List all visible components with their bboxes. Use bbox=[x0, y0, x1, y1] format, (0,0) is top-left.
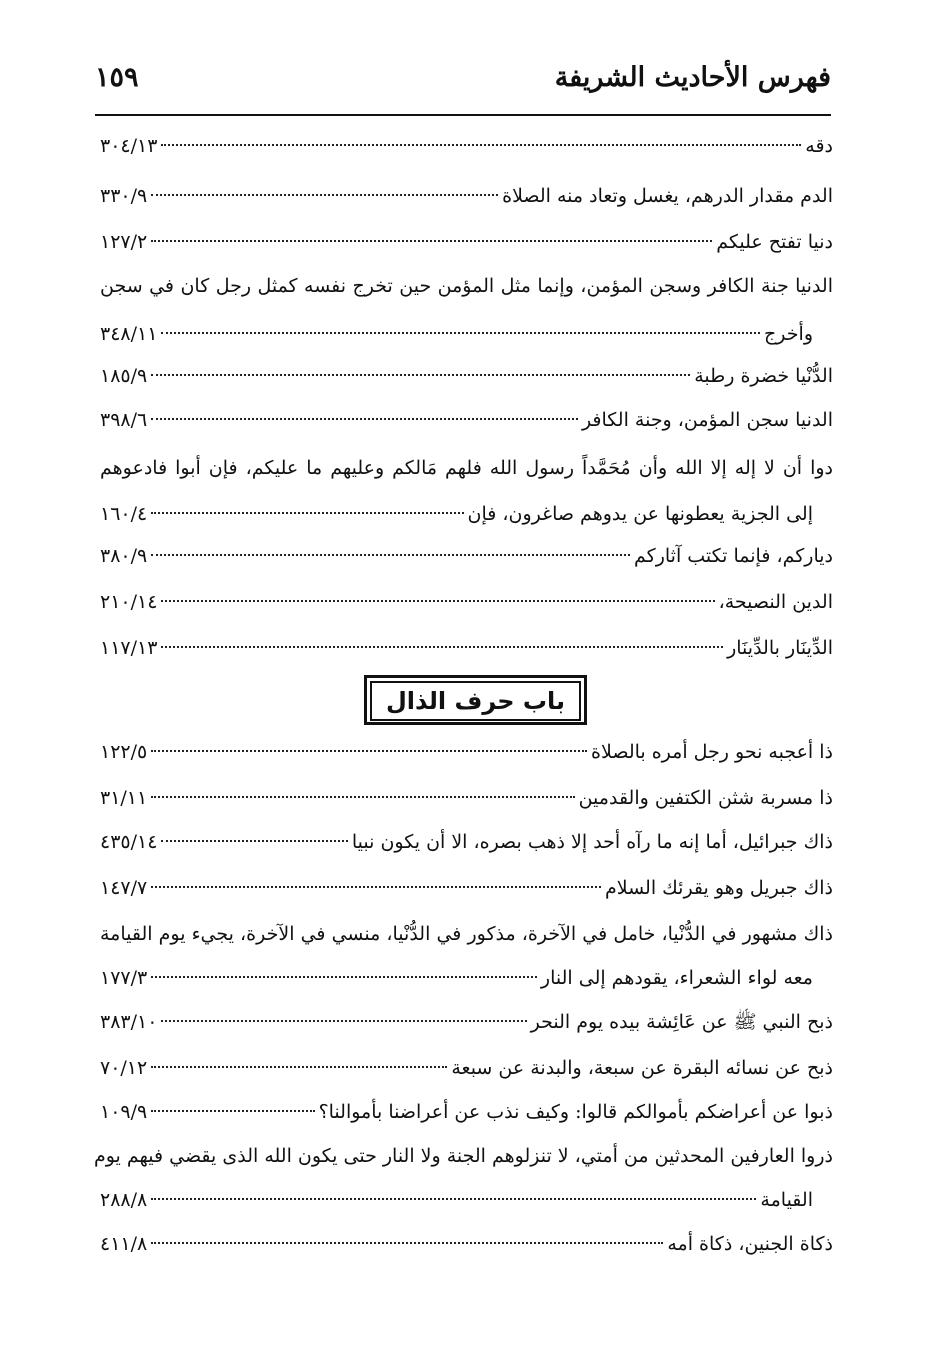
index-entry bbox=[100, 178, 833, 214]
index-entry bbox=[100, 1094, 833, 1130]
entry-reference: ٣٨٣/١٠ bbox=[100, 1011, 158, 1033]
entry-text-line: الدنيا جنة الكافر وسجن المؤمن، وإنما مثل المؤمن حين تخرج نفسه كمثل رجل كان في سجن bbox=[100, 275, 833, 297]
entry-text: الدم مقدار الدرهم، يغسل وتعاد منه الصلاة bbox=[502, 185, 833, 207]
entry-reference: ١٢٢/٥ bbox=[100, 741, 148, 763]
dot-leader bbox=[151, 976, 537, 978]
entry-text-line: ذروا العارفين المحدثين من أمتي، لا تنزلوهم الجنة ولا النار حتى يكون الله الذى يقضي فيهم يوم bbox=[93, 1145, 833, 1167]
section-heading-frame bbox=[364, 675, 587, 725]
index-entry bbox=[100, 584, 833, 620]
dot-leader bbox=[151, 886, 601, 888]
header-divider bbox=[95, 114, 831, 116]
index-entry bbox=[100, 1004, 833, 1040]
entry-text: ذا مسربة شثن الكتفين والقدمين bbox=[578, 787, 833, 809]
index-entry bbox=[100, 870, 833, 906]
entry-text: ذبوا عن أعراضكم بأموالكم قالوا: وكيف نذب عن أعراضنا بأموالنا؟ bbox=[318, 1101, 833, 1123]
dot-leader bbox=[161, 646, 723, 648]
entry-reference: ٣١/١١ bbox=[100, 787, 148, 809]
dot-leader bbox=[151, 554, 630, 556]
index-entry bbox=[100, 630, 833, 666]
entry-text: الدنيا سجن المؤمن، وجنة الكافر bbox=[581, 409, 833, 431]
entry-reference: ٣٩٨/٦ bbox=[100, 409, 148, 431]
entry-text: ذكاة الجنين، ذكاة أمه bbox=[667, 1233, 833, 1255]
index-entry bbox=[100, 780, 833, 816]
entry-reference: ٤١١/٨ bbox=[100, 1233, 148, 1255]
dot-leader bbox=[151, 512, 463, 514]
entry-text: وأخرج bbox=[764, 323, 813, 345]
dot-leader bbox=[151, 750, 587, 752]
index-entry bbox=[100, 358, 833, 394]
dot-leader bbox=[151, 418, 578, 420]
index-entry bbox=[100, 538, 833, 574]
dot-leader bbox=[151, 240, 712, 242]
entry-reference: ١٨٥/٩ bbox=[100, 365, 148, 387]
entry-text: الدِّينَار بالدِّينَار bbox=[727, 637, 833, 659]
entry-text: دقه bbox=[805, 135, 833, 157]
entry-reference: ٣٤٨/١١ bbox=[100, 323, 158, 345]
dot-leader bbox=[151, 1110, 314, 1112]
entry-reference: ٤٣٥/١٤ bbox=[100, 831, 158, 853]
index-entry-multiline bbox=[100, 916, 833, 1000]
dot-leader bbox=[161, 144, 801, 146]
entry-reference: ١٧٧/٣ bbox=[100, 967, 148, 989]
index-entry bbox=[100, 128, 833, 164]
dot-leader bbox=[161, 600, 714, 602]
entry-text: القيامة bbox=[760, 1189, 813, 1211]
index-entry bbox=[100, 1226, 833, 1262]
entry-text: دياركم، فإنما تكتب آثاركم bbox=[634, 545, 833, 567]
index-entry bbox=[100, 402, 833, 438]
entry-reference: ٣٣٠/٩ bbox=[100, 185, 148, 207]
dot-leader bbox=[151, 194, 498, 196]
entry-text: ذبح عن نسائه البقرة عن سبعة، والبدنة عن سبعة bbox=[451, 1057, 833, 1079]
dot-leader bbox=[151, 1066, 447, 1068]
entry-text: ذا أعجبه نحو رجل أمره بالصلاة bbox=[591, 741, 833, 763]
entry-text-line: ذاك مشهور في الدُّنْيا، خامل في الآخرة، مذكور في الدُّنْيا، منسي في الآخرة، يجيء يوم القيامة bbox=[100, 923, 833, 945]
index-entry-multiline bbox=[100, 268, 833, 352]
entry-text: الدُّنْيا خضرة رطبة bbox=[694, 365, 833, 387]
entry-text: دنيا تفتح عليكم bbox=[716, 231, 833, 253]
entry-text: الدين النصيحة، bbox=[718, 591, 833, 613]
entry-reference: ١٠٩/٩ bbox=[100, 1101, 148, 1123]
page-header bbox=[95, 60, 831, 110]
index-entry-multiline bbox=[100, 450, 833, 534]
dot-leader bbox=[161, 1020, 526, 1022]
index-entry bbox=[100, 1050, 833, 1086]
entry-reference: ٣٨٠/٩ bbox=[100, 545, 148, 567]
dot-leader bbox=[151, 796, 574, 798]
entry-reference: ٧٠/١٢ bbox=[100, 1057, 148, 1079]
entry-reference: ١١٧/١٣ bbox=[100, 637, 158, 659]
entry-reference: ٢١٠/١٤ bbox=[100, 591, 158, 613]
entry-text-line: دوا أن لا إله إلا الله وأن مُحَمَّداً رسول الله فلهم مَالكم وعليهم ما عليكم، فإن أبوا فادعوهم bbox=[100, 457, 833, 479]
section-heading bbox=[0, 675, 951, 725]
index-entry bbox=[100, 824, 833, 860]
entry-text: إلى الجزية يعطونها عن يدوهم صاغرون، فإن bbox=[467, 503, 813, 525]
page-number: ١٥٩ bbox=[95, 62, 139, 93]
entry-reference: ١٢٧/٢ bbox=[100, 231, 148, 253]
dot-leader bbox=[151, 1242, 663, 1244]
dot-leader bbox=[151, 1198, 756, 1200]
entry-reference: ٢٨٨/٨ bbox=[100, 1189, 148, 1211]
entry-reference: ١٦٠/٤ bbox=[100, 503, 148, 525]
dot-leader bbox=[151, 374, 690, 376]
page-title: فهرس الأحاديث الشريفة bbox=[554, 62, 831, 93]
index-entry bbox=[100, 734, 833, 770]
dot-leader bbox=[161, 332, 760, 334]
entry-text: ذاك جبرائيل، أما إنه ما رآه أحد إلا ذهب بصره، الا أن يكون نبيا bbox=[351, 831, 833, 853]
entry-text: ذاك جبريل وهو يقرئك السلام bbox=[604, 877, 833, 899]
entry-reference: ٣٠٤/١٣ bbox=[100, 135, 158, 157]
entry-reference: ١٤٧/٧ bbox=[100, 877, 148, 899]
dot-leader bbox=[161, 840, 347, 842]
entry-text: معه لواء الشعراء، يقودهم إلى النار bbox=[540, 967, 813, 989]
index-entry-multiline bbox=[93, 1138, 833, 1222]
section-title: باب حرف الذال bbox=[370, 681, 581, 721]
entry-text: ذبح النبي ﷺ عن عَائِشة بيده يوم النحر bbox=[530, 1011, 833, 1033]
index-entry bbox=[100, 224, 833, 260]
